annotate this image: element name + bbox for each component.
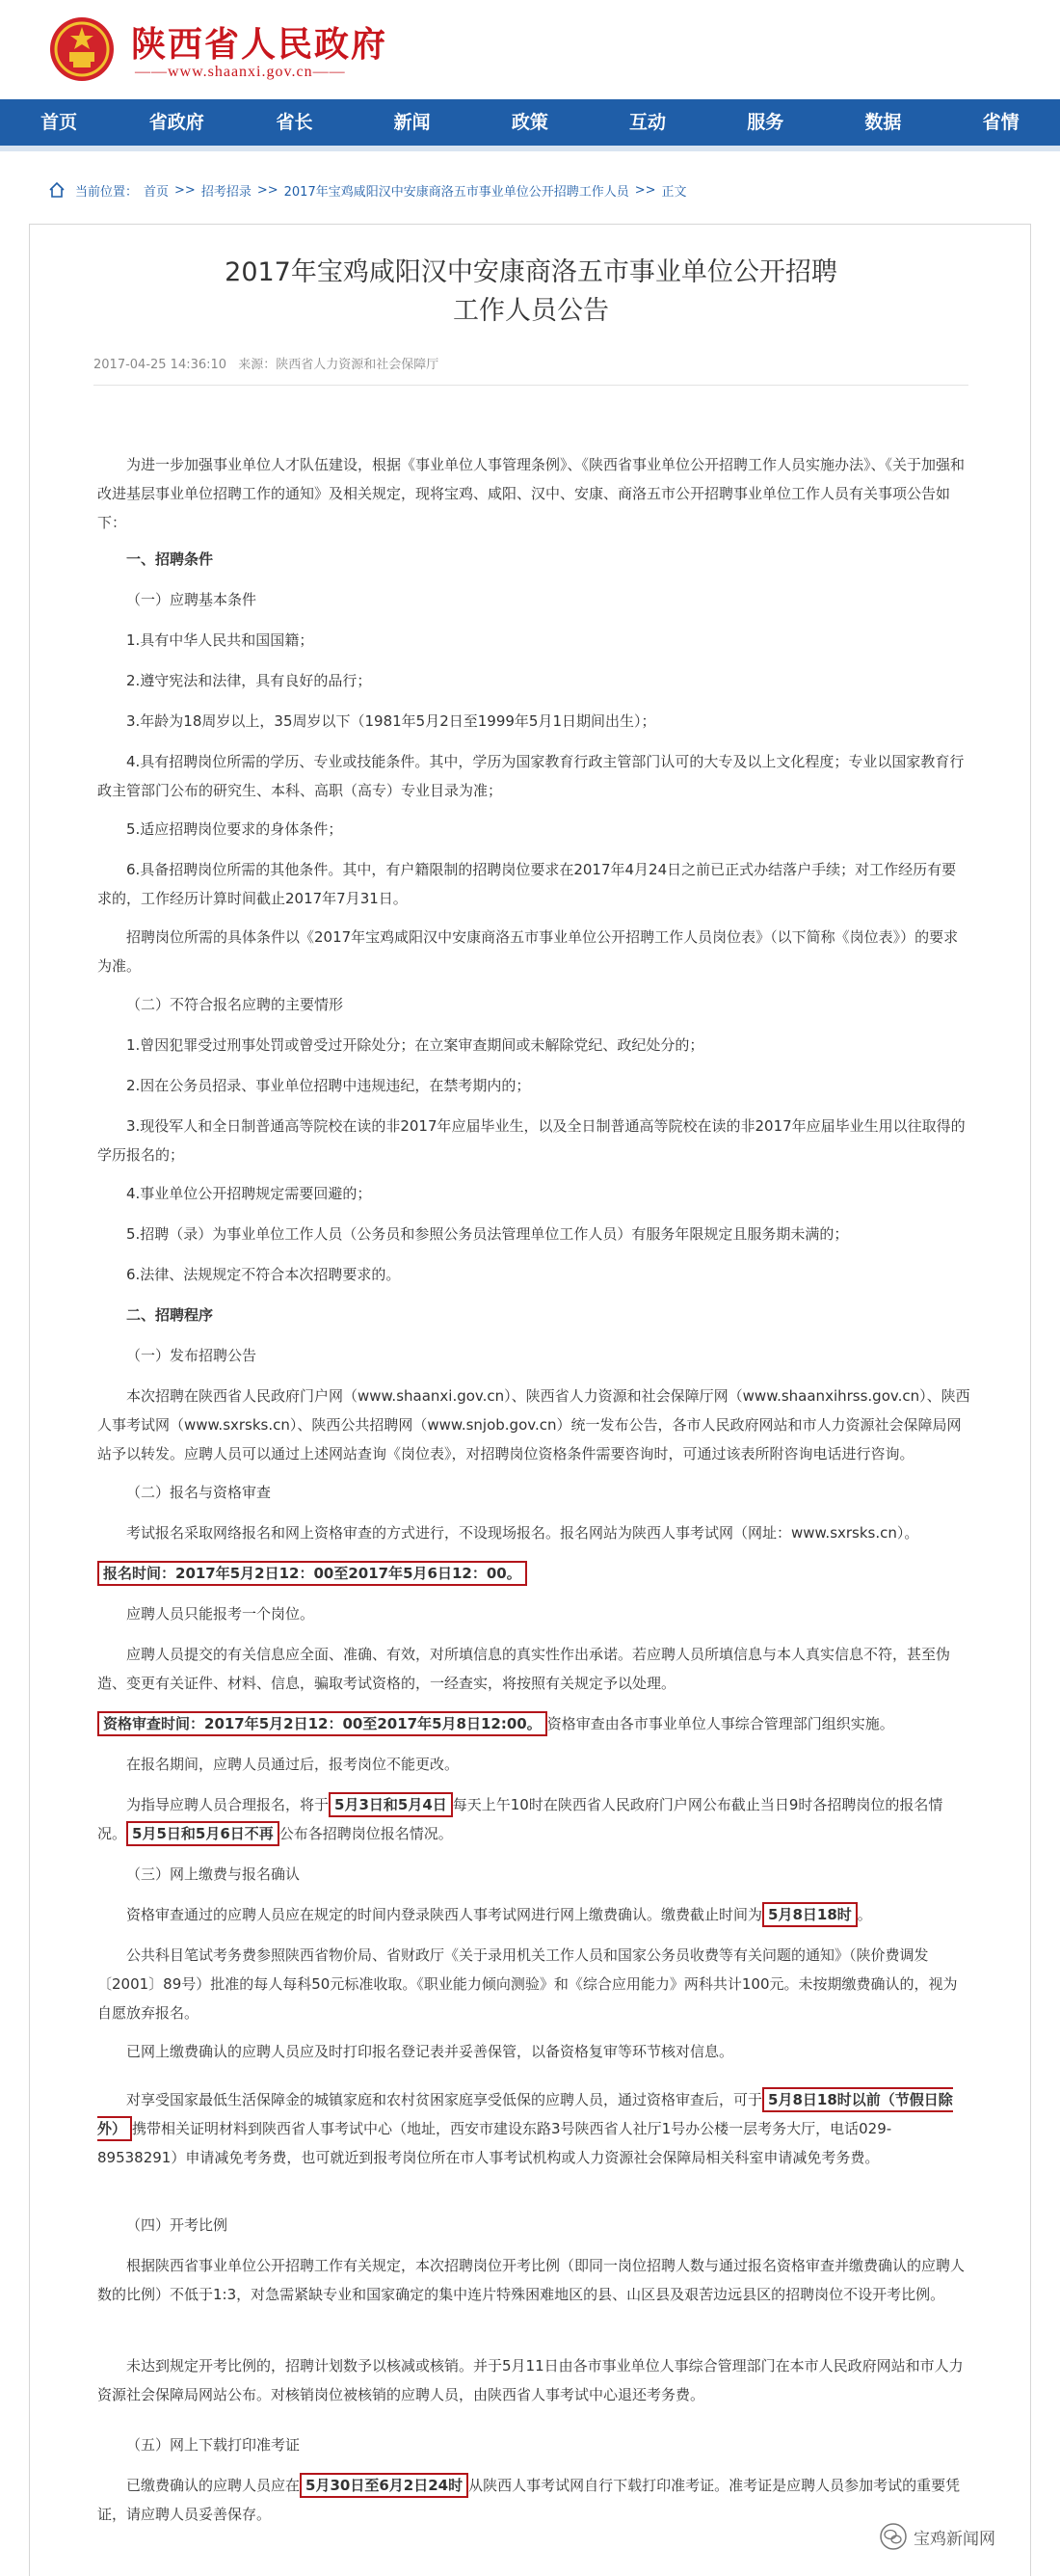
breadcrumb bbox=[48, 179, 693, 201]
nav-item-province-info[interactable]: 省情 bbox=[982, 112, 1020, 133]
paragraph bbox=[97, 2471, 970, 2529]
article-date: 2017-04-25 14:36:10 bbox=[93, 358, 227, 372]
article-title-line2: 工作人员公告 bbox=[453, 296, 609, 326]
paragraph: 未达到规定开考比例的，招聘计划数予以核减或核销。并于5月11日由各市事业单位人事综合管理部门在本市人民政府网站和市人力资源社会保障局网站公布。对核销岗位被核销的应聘人员，由陕西省人事考试中心退还考务费。 bbox=[97, 2357, 964, 2403]
text-run: 公布各招聘岗位报名情况。 bbox=[278, 1825, 453, 1842]
paragraph: 1.曾因犯罪受过刑事处罚或曾受过开除处分；在立案审查期间或未解除党纪、政纪处分的； bbox=[126, 1036, 704, 1054]
divider bbox=[93, 385, 968, 386]
breadcrumb-separator: >> bbox=[256, 182, 278, 198]
paragraph: 应聘人员提交的有关信息应全面、准确、有效，对所填信息的真实性作出承诺。若应聘人员所填信息与本人真实信息不符，甚至伪造、变更有关证件、材料、信息，骗取考试资格的，一经查实，将按照有关规定予以处理。 bbox=[97, 1646, 951, 1692]
highlight-box: 5月8日18时以前（节假日除外） bbox=[97, 2087, 953, 2141]
paragraph: 6.具备招聘岗位所需的其他条件。其中，有户籍限制的招聘岗位要求在2017年4月24日之前已正式办结落户手续；对工作经历有要求的，工作经历计算时间截止2017年7月31日。 bbox=[97, 861, 957, 907]
article-title bbox=[30, 254, 1032, 331]
paragraph: 招聘岗位所需的具体条件以《2017年宝鸡咸阳汉中安康商洛五市事业单位公开招聘工作人员岗位表》（以下简称《岗位表》）的要求为准。 bbox=[97, 928, 959, 975]
text-run: 。 bbox=[857, 1906, 872, 1923]
breadcrumb-item-category[interactable]: 招考招录 bbox=[200, 184, 252, 200]
site-header bbox=[0, 0, 1060, 96]
registration-time bbox=[97, 1559, 970, 1588]
nav-item-government[interactable]: 省政府 bbox=[148, 112, 204, 133]
article bbox=[29, 224, 1031, 2576]
breadcrumb-separator: >> bbox=[634, 182, 656, 198]
breadcrumb-item-current: 正文 bbox=[661, 184, 687, 200]
subsection-heading: （四）开考比例 bbox=[126, 2216, 228, 2234]
nav-underline bbox=[0, 146, 1060, 151]
text-run: 携带相关证明材料到陕西省人事考试中心（地址，西安市建设东路3号陕西省人社厅1号办公楼一层考务大厅，电话029-89538291）申请减免考务费，也可就近到报考岗位所在市人事考试机构或人力资源社会保障局相关科室申请减免考务费。 bbox=[97, 2120, 892, 2166]
subsection-heading: （三）网上缴费与报名确认 bbox=[126, 1865, 301, 1883]
paragraph bbox=[97, 1900, 970, 1929]
paragraph bbox=[97, 1790, 970, 1848]
paragraph: 本次招聘在陕西省人民政府门户网（www.shaanxi.gov.cn）、陕西省人力资源和社会保障厅网（www.shaanxihrss.gov.cn）、陕西人事考试网（www.sxrsks.cn）、陕西公共招聘网（www.snjob.gov.cn）统一发布公告，各市人民政府网站和市人力资源社会保障局网站予以转发。应聘人员可以通过上述网站查询《岗位表》，对招聘岗位资格条件需要咨询时，可通过该表所附咨询电话进行咨询。 bbox=[97, 1387, 970, 1462]
breadcrumb-item-topic[interactable]: 2017年宝鸡咸阳汉中安康商洛五市事业单位公开招聘工作人员 bbox=[283, 184, 629, 200]
nav-item-governor[interactable]: 省长 bbox=[276, 112, 313, 133]
highlight-box: 5月5日和5月6日不再 bbox=[126, 1821, 279, 1846]
main-nav bbox=[0, 99, 1060, 146]
national-emblem-icon bbox=[48, 15, 116, 83]
highlight-box: 报名时间：2017年5月2日12：00至2017年5月6日12：00。 bbox=[97, 1561, 527, 1586]
review-time bbox=[97, 1709, 970, 1738]
paragraph: 公共科目笔试考务费参照陕西省物价局、省财政厅《关于录用机关工作人员和国家公务员收费等有关问题的通知》（陕价费调发〔2001〕89号）批准的每人每科50元标准收取。《职业能力倾向测验》和《综合应用能力》两科共计100元。未按期缴费确认的，视为自愿放弃报名。 bbox=[97, 1946, 958, 2022]
subsection-heading: （一）发布招聘公告 bbox=[126, 1347, 257, 1364]
paragraph: 2.遵守宪法和法律，具有良好的品行； bbox=[126, 672, 372, 689]
breadcrumb-separator: >> bbox=[174, 182, 196, 198]
text-run: 从陕西人事考试网自行下载打印准考证。准考证是应聘人员参加考试的重要凭证，请应聘人员妥善保存。 bbox=[97, 2477, 961, 2523]
highlight-box: 5月3日和5月4日 bbox=[329, 1792, 453, 1817]
nav-item-home[interactable]: 首页 bbox=[40, 112, 78, 133]
text-run: 每天上午10时在陕西省人民政府门户网公布截止当日9时各招聘岗位的报名情况。 bbox=[97, 1796, 943, 1842]
paragraph: 4.事业单位公开招聘规定需要回避的； bbox=[126, 1185, 372, 1202]
paragraph: 1.具有中华人民共和国国籍； bbox=[126, 631, 314, 649]
paragraph: 根据陕西省事业单位公开招聘工作有关规定，本次招聘岗位开考比例（即同一岗位招聘人数与通过报名资格审查并缴费确认的应聘人数的比例）不低于1:3，对急需紧缺专业和国家确定的集中连片特殊困难地区的县、山区县及艰苦边远县区的招聘岗位不设开考比例。 bbox=[97, 2257, 966, 2303]
paragraph: 2.因在公务员招录、事业单位招聘中违规违纪，在禁考期内的； bbox=[126, 1077, 531, 1094]
site-title: 陕西省人民政府 bbox=[131, 24, 388, 65]
section-heading: 一、招聘条件 bbox=[126, 550, 214, 568]
highlight-box: 资格审查时间：2017年5月2日12：00至2017年5月8日12:00。 bbox=[97, 1711, 547, 1736]
paragraph: 5.适应招聘岗位要求的身体条件； bbox=[126, 820, 343, 838]
paragraph: 5.招聘（录）为事业单位工作人员（公务员和参照公务员法管理单位工作人员）有服务年限规定且服务期未满的； bbox=[126, 1225, 849, 1243]
paragraph: 3.年龄为18周岁以上，35周岁以下（1981年5月2日至1999年5月1日期间出生）； bbox=[126, 712, 656, 730]
paragraph: 4.具有招聘岗位所需的学历、专业或技能条件。其中，学历为国家教育行政主管部门认可的大专及以上文化程度；专业以国家教育行政主管部门公布的研究生、本科、高职（高专）专业目录为准； bbox=[97, 753, 965, 799]
nav-item-data[interactable]: 数据 bbox=[864, 112, 902, 133]
watermark-text: 宝鸡新闻网 bbox=[914, 2529, 995, 2549]
site-url: ——www.shaanxi.gov.cn—— bbox=[135, 64, 346, 80]
highlight-box: 5月8日18时 bbox=[762, 1902, 858, 1927]
paragraph: 为进一步加强事业单位人才队伍建设，根据《事业单位人事管理条例》、《陕西省事业单位公开招聘工作人员实施办法》、《关于加强和改进基层事业单位招聘工作的通知》及相关规定，现将宝鸡、咸阳、汉中、安康、商洛五市公开招聘事业单位工作人员有关事项公告如下： bbox=[97, 456, 966, 531]
paragraph: 应聘人员只能报考一个岗位。 bbox=[126, 1605, 315, 1623]
subsection-heading: （二）报名与资格审查 bbox=[126, 1484, 272, 1501]
paragraph: 已网上缴费确认的应聘人员应及时打印报名登记表并妥善保管，以备资格复审等环节核对信息。 bbox=[126, 2043, 734, 2060]
paragraph bbox=[97, 2085, 970, 2172]
nav-item-news[interactable]: 新闻 bbox=[393, 112, 431, 133]
nav-item-interaction[interactable]: 互动 bbox=[629, 112, 667, 133]
article-source: 来源：陕西省人力资源和社会保障厅 bbox=[238, 358, 439, 372]
paragraph: 考试报名采取网络报名和网上资格审查的方式进行，不设现场报名。报名网站为陕西人事考试网（网址：www.sxrsks.cn）。 bbox=[126, 1524, 919, 1542]
subsection-heading: （二）不符合报名应聘的主要情形 bbox=[126, 996, 344, 1013]
review-note: 资格审查由各市事业单位人事综合管理部门组织实施。 bbox=[546, 1715, 894, 1732]
breadcrumb-prefix: 当前位置： bbox=[75, 184, 139, 200]
text-run: 已缴费确认的应聘人员应在 bbox=[126, 2477, 301, 2494]
home-icon bbox=[48, 181, 66, 199]
text-run: 资格审查通过的应聘人员应在规定的时间内登录陕西人事考试网进行网上缴费确认。缴费截止时间为 bbox=[126, 1906, 763, 1923]
highlight-box: 5月30日至6月2日24时 bbox=[300, 2473, 468, 2498]
article-meta bbox=[93, 354, 446, 372]
subsection-heading: （五）网上下载打印准考证 bbox=[126, 2436, 301, 2454]
nav-item-service[interactable]: 服务 bbox=[747, 112, 784, 133]
text-run: 为指导应聘人员合理报名，将于 bbox=[126, 1796, 330, 1813]
article-title-line1: 2017年宝鸡咸阳汉中安康商洛五市事业单位公开招聘 bbox=[225, 257, 837, 287]
paragraph: 6.法律、法规规定不符合本次招聘要求的。 bbox=[126, 1266, 401, 1283]
text-run: 对享受国家最低生活保障金的城镇家庭和农村贫困家庭享受低保的应聘人员，通过资格审查后，可于 bbox=[126, 2091, 763, 2108]
paragraph: 在报名期间，应聘人员通过后，报考岗位不能更改。 bbox=[126, 1756, 460, 1773]
nav-item-policy[interactable]: 政策 bbox=[511, 112, 548, 133]
subsection-heading: （一）应聘基本条件 bbox=[126, 591, 257, 608]
breadcrumb-item-home[interactable]: 首页 bbox=[144, 184, 170, 200]
paragraph: 3.现役军人和全日制普通高等院校在读的非2017年应届毕业生，以及全日制普通高等院校在读的非2017年应届毕业生用以往取得的学历报名的； bbox=[97, 1117, 966, 1164]
watermark bbox=[879, 2522, 995, 2551]
section-heading: 二、招聘程序 bbox=[126, 1306, 214, 1324]
wechat-icon bbox=[879, 2522, 908, 2551]
